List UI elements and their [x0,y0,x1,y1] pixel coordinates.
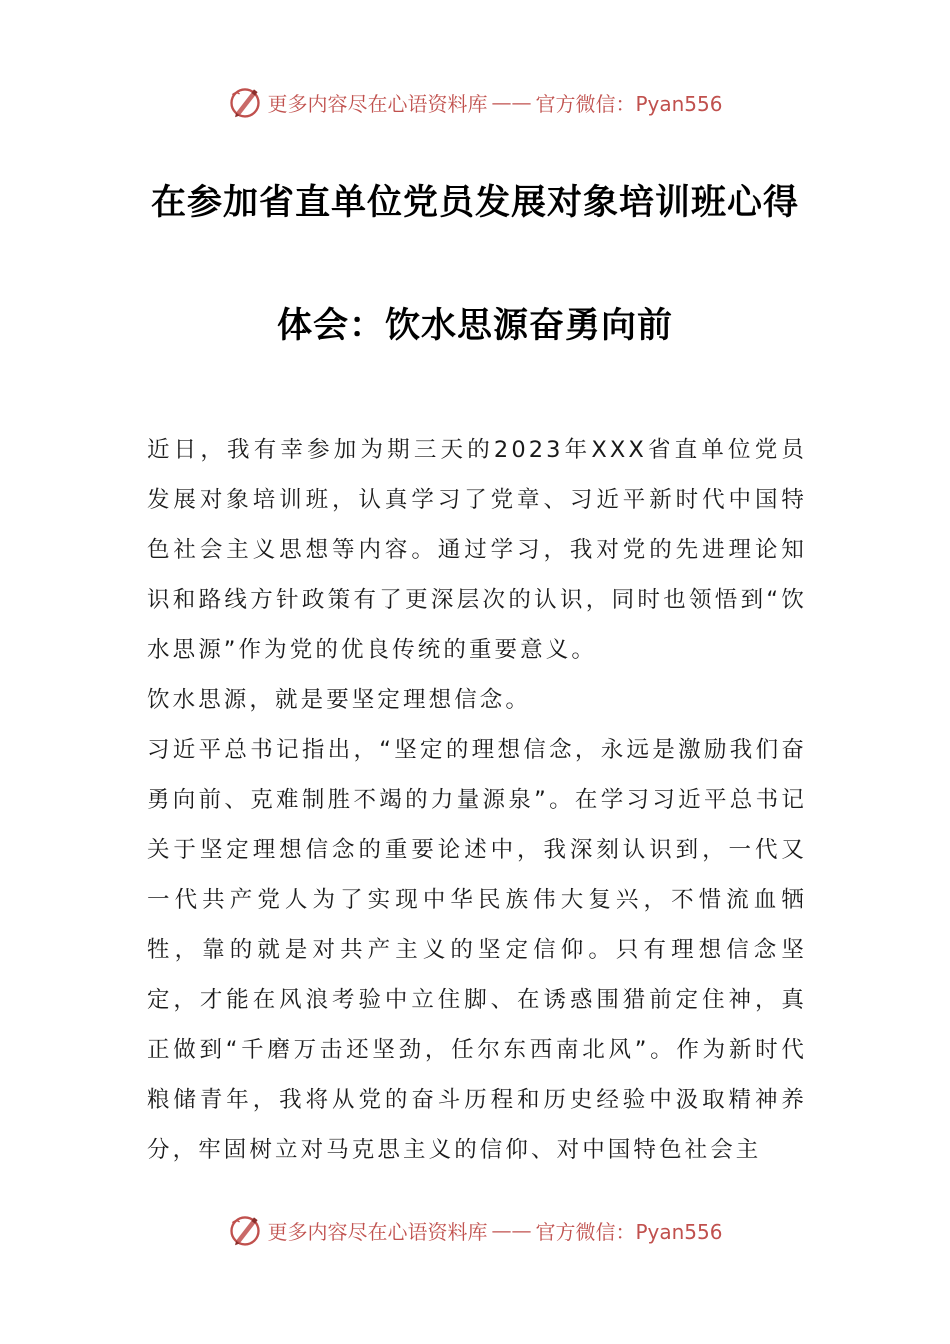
header-banner-content [227,84,722,120]
document-title-line-1: 在参加省直单位党员发展对象培训班心得 [150,183,799,223]
header-banner-text: 更多内容尽在心语资料库 [267,91,488,116]
paragraph-2: 饮水思源，就是要坚定理想信念。 [147,687,532,713]
footer-banner-content [227,1212,722,1248]
header-banner [0,80,950,124]
document-title-line-2: 体会：饮水思源奋勇向前 [276,306,673,346]
pen-logo-icon [227,1212,263,1248]
pen-logo-icon [227,84,263,120]
footer-banner-contact: 官方微信：Pyan556 [535,1219,723,1244]
document-body [147,425,807,1175]
paragraph-1: 近日，我有幸参加为期三天的2023年XXX省直单位党员发展对象培训班，认真学习了党章、习近平新时代中国特色社会主义思想等内容。通过学习，我对党的先进理论知识和路线方针政策有了更深层次的认识，同时也领悟到“饮水思源”作为党的优良传统的重要意义。 [147,437,807,663]
footer-banner [0,1208,950,1252]
paragraph-3: 习近平总书记指出，“坚定的理想信念，永远是激励我们奋勇向前、克难制胜不竭的力量源泉”。在学习习近平总书记关于坚定理想信念的重要论述中，我深刻认识到，一代又一代共产党人为了实现中华民族伟大复兴，不惜流血牺牲，靠的就是对共产主义的坚定信仰。只有理想信念坚定，才能在风浪考验中立住脚、在诱惑围猎前定住神，真正做到“千磨万击还坚劲，任尔东西南北风”。作为新时代粮储青年，我将从党的奋斗历程和历史经验中汲取精神养分，牢固树立对马克思主义的信仰、对中国特色社会主 [147,737,807,1163]
header-banner-contact: 官方微信：Pyan556 [535,91,723,116]
footer-banner-separator: —— [491,1218,532,1242]
footer-banner-text: 更多内容尽在心语资料库 [267,1219,488,1244]
header-banner-separator: —— [491,90,532,114]
